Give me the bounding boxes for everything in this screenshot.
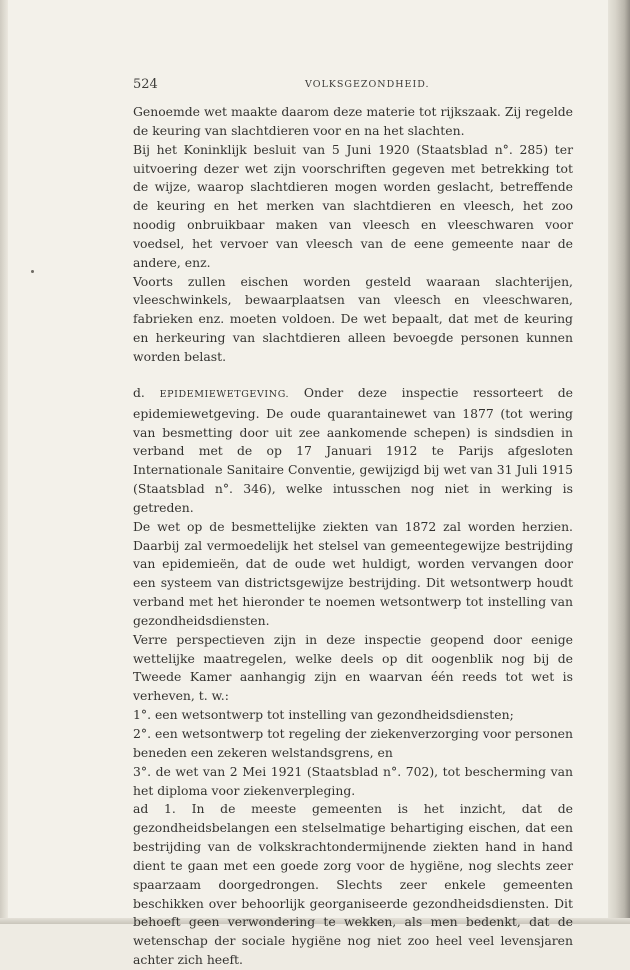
paragraph: De wet op de besmettelijke ziekten van 1872 zal worden herzien. Daarbij zal vermoedelijk het stelsel van gemeentegewijze bestrijding van epidemieën, dat de oude wet huldigt, worden vervangen door een systeem van districtsgewijze bestrijding. Dit wetsontwerp houdt verband met het hieronder te noemen wetsontwerp tot instelling van gezondheidsdiensten. <box>133 518 573 628</box>
page-number: 524 <box>133 77 158 92</box>
margin-speck <box>31 270 34 273</box>
list-item: 1°. een wetsontwerp tot instelling van gezondheidsdiensten; <box>133 707 514 723</box>
paragraph: Voorts zullen eischen worden gesteld waaraan slachterijen, vleeschwinkels, bewaarplaatsen van vleesch en vleeschwaren, fabrieken enz. moeten voldoen. De wet bepaalt, dat met de keuring en herkeuring van slachtdieren alleen bevoegde personen kunnen worden belast. <box>133 273 573 364</box>
paragraph: ad 1. In de meeste gemeenten is het inzicht, dat de gezondheidsbelangen een stelselmatige behartiging eischen, dat een bestrijding van de volkskrachtondermijnende ziekten hand in hand dient te gaan met een goede zorg voor de hygiëne, nog slechts zeer spaarzaam doorgedrongen. Slechts zeer enkele gemeenten beschikken over behoorlijk georganiseerde gezondheidsdiensten. Dit behoeft geen verwondering te wekken, als men bedenkt, dat de wetenschap der sociale hygiëne nog niet zoo heel veel levensjaren achter zich heeft. <box>133 801 573 968</box>
page-header <box>133 77 573 93</box>
section-intro-paragraph <box>133 384 573 518</box>
page-left-shadow <box>0 0 8 924</box>
running-head: VOLKSGEZONDHEID. <box>305 79 430 90</box>
list-item: 3°. de wet van 2 Mei 1921 (Staatsblad n°. 702), tot bescherming van het diploma voor ziekenverpleging. <box>133 763 573 798</box>
page-right-edge <box>608 0 630 924</box>
paragraph: Genoemde wet maakte daarom deze materie tot rijkszaak. Zij regelde de keuring van slachtdieren voor en na het slachten. <box>133 104 573 138</box>
body-text <box>133 103 573 970</box>
section-letter: d. <box>133 384 145 400</box>
paragraph: Verre perspectieven zijn in deze inspectie geopend door eenige wettelijke maatregelen, welke deels op dit oogenblik nog bij de Tweede Kamer aanhangig zijn en waarvan één reeds tot wet is verheven, t. w.: <box>133 631 573 704</box>
list-item: 2°. een wetsontwerp tot regeling der ziekenverzorging voor personen beneden een zekeren welstandsgrens, en <box>133 726 573 760</box>
section-heading: EPIDEMIEWETGEVING. <box>159 388 290 400</box>
section-gap <box>133 367 573 384</box>
paragraph: Bij het Koninklijk besluit van 5 Juni 1920 (Staatsblad n°. 285) ter uitvoering dezer wet zijn voorschriften gegeven met betrekking tot de wijze, waarop slachtdieren mogen worden geslacht, betreffende de keuring en het merken van slachtdieren en vleesch, het zoo noodig onbruikbaar maken van vleesch en vleeschwaren voor voedsel, het vervoer van vleesch van de eene gemeente naar de andere, enz. <box>133 141 573 270</box>
section-intro-text: Onder deze inspectie ressorteert de epidemiewetgeving. De oude quarantainewet van 1877 (tot wering van besmetting door uit zee aankomende schepen) is sindsdien in verband met de op 17 Januari 1912 te Parijs afgesloten Internationale Sanitaire Conventie, gewijzigd bij wet van 31 Juli 1915 (Staatsblad n°. 346), welke intusschen nog niet in werking is getreden. <box>133 384 573 515</box>
